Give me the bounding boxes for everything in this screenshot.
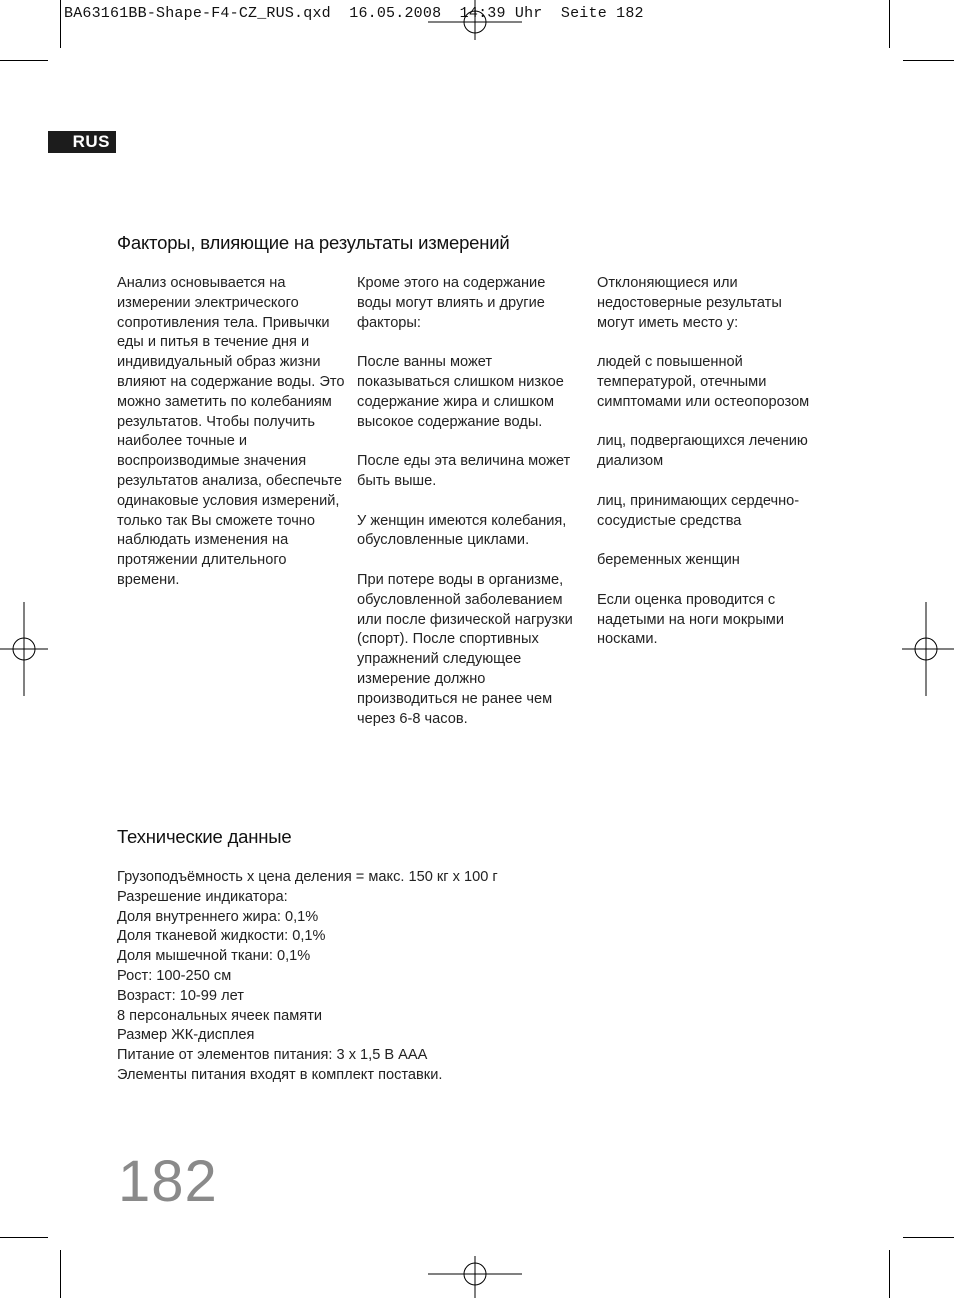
paragraph-gap <box>357 551 577 571</box>
tech-data-line: Размер ЖК-дисплея <box>117 1027 255 1044</box>
crop-mark-tr-h <box>903 60 954 61</box>
language-label: RUS <box>72 132 110 151</box>
paragraph-gap <box>357 432 577 452</box>
registration-mark-left-icon <box>0 602 48 696</box>
column-3-paragraph: Отклоняющиеся или недостоверные результаты могут иметь место у: <box>597 275 782 331</box>
paragraph-gap <box>597 571 812 591</box>
slug-file: BA63161BB-Shape-F4-CZ_RUS.qxd <box>64 5 331 22</box>
slug-time: 14:39 Uhr <box>459 5 543 22</box>
crop-mark-bl-v <box>60 1250 61 1298</box>
paragraph-gap <box>597 413 812 433</box>
column-3-paragraph: лиц, подвергающихся лечению диализом <box>597 433 808 470</box>
paragraph-gap <box>357 492 577 512</box>
tech-data-line: Питание от элементов питания: 3 х 1,5 В ААА <box>117 1047 428 1064</box>
column-2-paragraph: Кроме этого на содержание воды могут влиять и другие факторы: <box>357 275 546 331</box>
section-title-tech-data: Технические данные <box>117 826 292 847</box>
column-2-paragraph: После еды эта величина может быть выше. <box>357 453 571 489</box>
page-number: 182 <box>118 1149 218 1214</box>
tech-data-line: Возраст: 10-99 лет <box>117 987 244 1004</box>
crop-mark-br-v <box>889 1250 890 1298</box>
column-2-paragraph: При потере воды в организме, обусловленной заболеванием или после физической нагрузки (спорт). После спортивных упражнений следующее измерение должно производиться не ранее чем через 6-8 часов. <box>357 571 573 727</box>
paragraph-gap <box>597 333 812 353</box>
column-2-paragraph: После ванны может показываться слишком низкое содержание жира и слишком высокое содержание воды. <box>357 354 564 430</box>
registration-mark-bottom-icon <box>428 1256 522 1298</box>
tech-data-line: Доля тканевой жидкости: 0,1% <box>117 928 326 945</box>
registration-mark-top-icon <box>428 0 522 40</box>
tech-data-line: Элементы питания входят в комплект поставки. <box>117 1066 443 1083</box>
column-3-paragraph: беременных женщин <box>597 552 740 569</box>
print-slug <box>64 5 644 22</box>
text-column-3 <box>597 274 812 650</box>
tech-data-line: Грузоподъёмность х цена деления = макс. 150 кг х 100 г <box>117 869 498 885</box>
tech-data-list <box>117 868 717 1086</box>
crop-mark-tl-h <box>0 60 48 61</box>
column-3-paragraph: Если оценка проводится с надетыми на ноги мокрыми носками. <box>597 591 784 648</box>
tech-data-line: Доля мышечной ткани: 0,1% <box>117 948 311 965</box>
column-2-paragraph: У женщин имеются колебания, обусловленные циклами. <box>357 512 567 549</box>
slug-page: Seite 182 <box>560 5 644 22</box>
tech-data-line: Доля внутреннего жира: 0,1% <box>117 908 319 925</box>
column-3-paragraph: лиц, принимающих сердечно-сосудистые средства <box>597 492 800 529</box>
text-column-1 <box>117 274 349 591</box>
tech-data-line: Разрешение индикатора: <box>117 888 288 905</box>
crop-mark-br-h <box>903 1237 954 1238</box>
crop-mark-bl-h <box>0 1237 48 1238</box>
paragraph-gap <box>357 333 577 353</box>
column-1-paragraph: Анализ основывается на измерении электрического сопротивления тела. Привычки еды и питья в течение дня и индивидуальный образ жизни влияют на содержание воды. Это можно заметить по колебаниям результатов. Чтобы получить наиболее точные и воспроизводимые значения результатов анализа, обеспечьте одинаковые условия измерений, только так Вы сможете точно наблюдать изменения на протяжении длительного времени. <box>117 275 345 588</box>
text-column-2 <box>357 274 577 729</box>
paragraph-gap <box>597 472 812 492</box>
paragraph-gap <box>597 531 812 551</box>
tech-data-line: 8 персональных ячеек памяти <box>117 1007 323 1024</box>
section-title-factors: Факторы, влияющие на результаты измерений <box>117 232 510 253</box>
column-3-paragraph: людей с повышенной температурой, отечными симптомами или остеопорозом <box>597 354 810 410</box>
tech-data-line: Рост: 100-250 см <box>117 967 232 984</box>
slug-date: 16.05.2008 <box>349 5 442 22</box>
crop-mark-tl-v <box>60 0 61 48</box>
registration-mark-right-icon <box>902 602 954 696</box>
crop-mark-tr-v <box>889 0 890 48</box>
language-tab <box>48 131 116 153</box>
